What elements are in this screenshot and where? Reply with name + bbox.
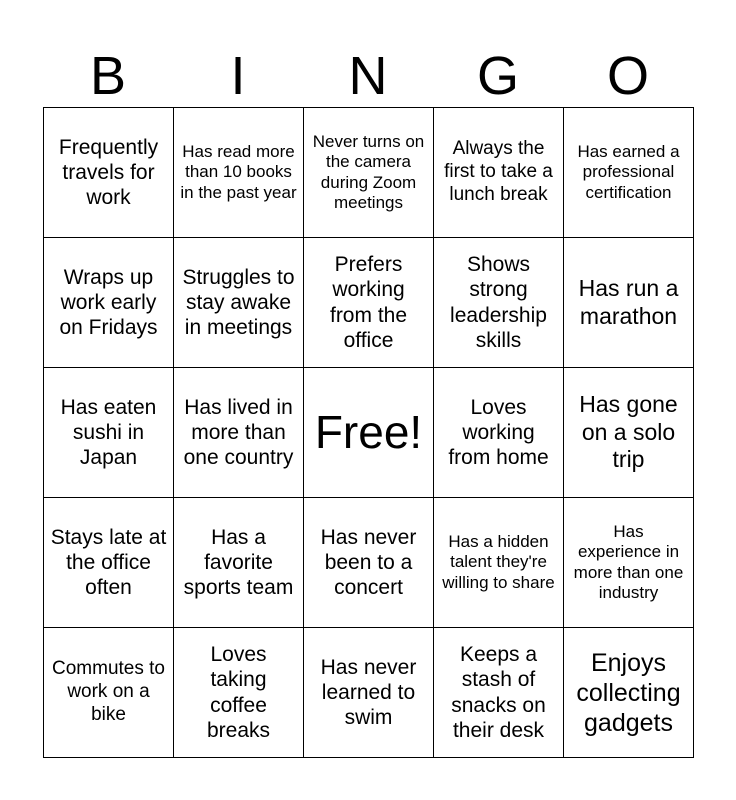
bingo-cell[interactable]: Commutes to work on a bike: [44, 628, 174, 758]
bingo-cell[interactable]: Shows strong leadership skills: [434, 238, 564, 368]
bingo-row: [44, 108, 694, 238]
bingo-row: [44, 628, 694, 758]
bingo-row: [44, 368, 694, 498]
bingo-cell[interactable]: Never turns on the camera during Zoom meetings: [304, 108, 434, 238]
header-letter-g: G: [476, 46, 519, 106]
bingo-cell[interactable]: Has lived in more than one country: [174, 368, 304, 498]
bingo-cell[interactable]: Struggles to stay awake in meetings: [174, 238, 304, 368]
bingo-cell[interactable]: Always the first to take a lunch break: [434, 108, 564, 238]
header-letter-b: B: [89, 46, 127, 106]
bingo-cell[interactable]: Frequently travels for work: [44, 108, 174, 238]
bingo-cell[interactable]: Has gone on a solo trip: [564, 368, 694, 498]
bingo-cell[interactable]: Has experience in more than one industry: [564, 498, 694, 628]
bingo-cell[interactable]: Loves working from home: [434, 368, 564, 498]
header-letter-n: N: [348, 46, 388, 106]
bingo-cell[interactable]: Has earned a professional certification: [564, 108, 694, 238]
bingo-cell[interactable]: Enjoys collecting gadgets: [564, 628, 694, 758]
bingo-header: [43, 44, 693, 108]
header-letter-i: I: [230, 46, 246, 106]
bingo-cell[interactable]: Has a hidden talent they're willing to share: [434, 498, 564, 628]
header-letter-o: O: [606, 46, 649, 106]
bingo-cell[interactable]: Stays late at the office often: [44, 498, 174, 628]
bingo-cell[interactable]: Has run a marathon: [564, 238, 694, 368]
bingo-cell[interactable]: Has a favorite sports team: [174, 498, 304, 628]
bingo-cell[interactable]: Has read more than 10 books in the past year: [174, 108, 304, 238]
bingo-card: [43, 107, 694, 758]
bingo-row: [44, 498, 694, 628]
bingo-cell[interactable]: Wraps up work early on Fridays: [44, 238, 174, 368]
bingo-row: [44, 238, 694, 368]
bingo-cell[interactable]: Prefers working from the office: [304, 238, 434, 368]
bingo-cell[interactable]: Has eaten sushi in Japan: [44, 368, 174, 498]
bingo-cell[interactable]: Loves taking coffee breaks: [174, 628, 304, 758]
bingo-cell[interactable]: Has never learned to swim: [304, 628, 434, 758]
bingo-cell[interactable]: Keeps a stash of snacks on their desk: [434, 628, 564, 758]
bingo-cell[interactable]: Has never been to a concert: [304, 498, 434, 628]
free-space-cell[interactable]: Free!: [304, 368, 434, 498]
